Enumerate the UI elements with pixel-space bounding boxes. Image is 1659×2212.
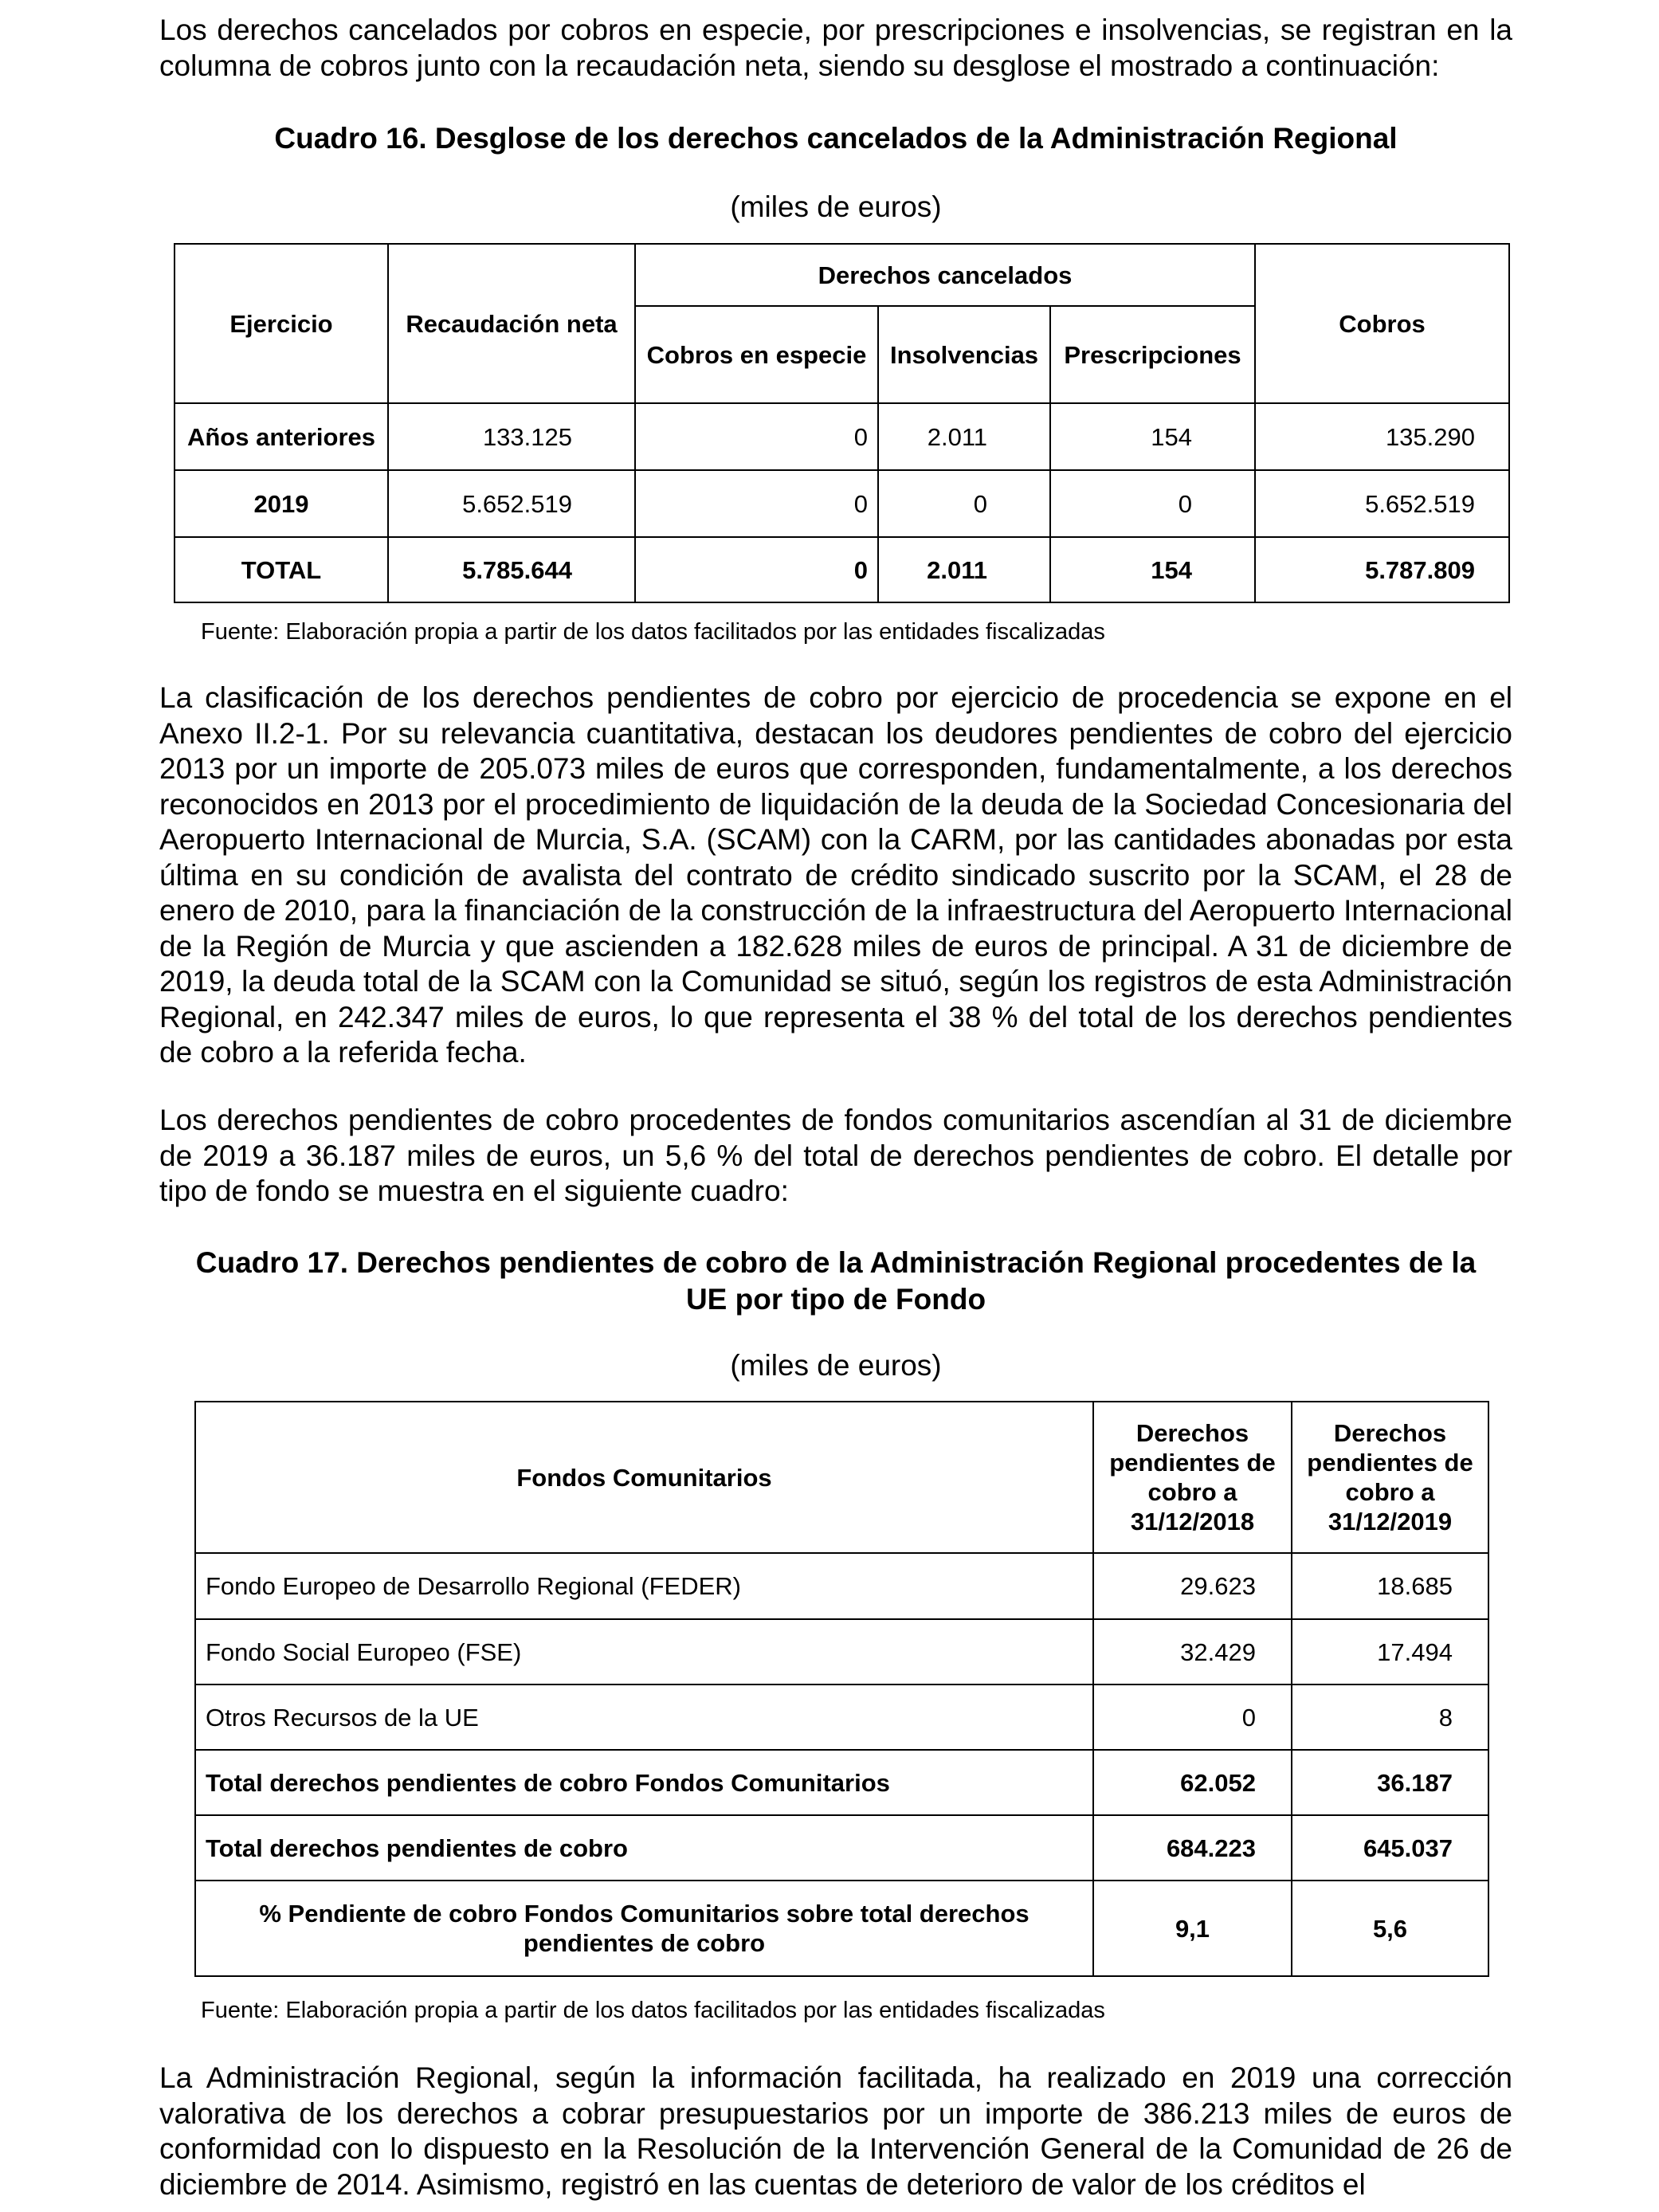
table17-source: Fuente: Elaboración propia a partir de los datos facilitados por las entidades fiscalizadas bbox=[201, 1998, 1105, 2023]
cell-value: 29.623 bbox=[1093, 1553, 1292, 1619]
cell-value: 154 bbox=[1050, 403, 1255, 470]
cell-value: 9,1 bbox=[1093, 1881, 1292, 1976]
cell-value: 0 bbox=[635, 403, 878, 470]
cell-value: 18.685 bbox=[1292, 1553, 1488, 1619]
header-cobros-especie: Cobros en especie bbox=[635, 306, 878, 403]
row-label: Años anteriores bbox=[175, 403, 388, 470]
table-row bbox=[195, 1553, 1488, 1619]
cell-value: 154 bbox=[1050, 537, 1255, 602]
paragraph-clasificacion: La clasificación de los derechos pendientes de cobro por ejercicio de procedencia se expone en el Anexo II.2-1. Por su relevancia cuantitativa, destacan los deudores pendientes de cobro del ejercicio 2013 por un importe de 205.073 miles de euros que corresponden, fundamentalmente, a los derechos reconocidos en 2013 por el procedimiento de liquidación de la deuda de la Sociedad Concesionaria del Aeropuerto Internacional de Murcia, S.A. (SCAM) con la CARM, por las cantidades abonadas por esta última en su condición de avalista del contrato de crédito sindicado suscrito por la SCAM, el 28 de enero de 2010, para la financiación de la construcción de la infraestructura del Aeropuerto Internacional de la Región de Murcia y que ascienden a 182.628 miles de euros de principal. A 31 de diciembre de 2019, la deuda total de la SCAM con la Comunidad se situó, según los registros de esta Administración Regional, en 242.347 miles de euros, lo que representa el 38 % del total de los derechos pendientes de cobro a la referida fecha. bbox=[159, 681, 1512, 1069]
table17 bbox=[194, 1401, 1489, 1977]
table17-caption-line2: UE por tipo de Fondo bbox=[685, 1283, 986, 1316]
row-label: Fondo Social Europeo (FSE) bbox=[195, 1619, 1093, 1684]
cell-value: 62.052 bbox=[1093, 1750, 1292, 1815]
cell-value: 2.011 bbox=[878, 403, 1050, 470]
row-label: Total derechos pendientes de cobro bbox=[195, 1815, 1093, 1881]
cell-value: 0 bbox=[635, 470, 878, 537]
cell-value: 17.494 bbox=[1292, 1619, 1488, 1684]
row-label: TOTAL bbox=[175, 537, 388, 602]
table-row bbox=[195, 1619, 1488, 1684]
table-row-total bbox=[195, 1750, 1488, 1815]
cell-value: 5,6 bbox=[1292, 1881, 1488, 1976]
table-row-total bbox=[175, 537, 1509, 602]
header-cobros: Cobros bbox=[1255, 244, 1509, 403]
paragraph-derechos-cancelados: Los derechos cancelados por cobros en especie, por prescripciones e insolvencias, se registran en la columna de cobros junto con la recaudación neta, siendo su desglose el mostrado a continuación: bbox=[159, 14, 1512, 82]
cell-value: 5.785.644 bbox=[388, 537, 635, 602]
cell-value: 0 bbox=[1050, 470, 1255, 537]
table-row-total bbox=[195, 1815, 1488, 1881]
paragraph-fondos-comunitarios: Los derechos pendientes de cobro procedentes de fondos comunitarios ascendían al 31 de diciembre de 2019 a 36.187 miles de euros, un 5,6 % del total de derechos pendientes de cobro. El detalle por tipo de fondo se muestra en el siguiente cuadro: bbox=[159, 1104, 1512, 1207]
table-row-percentage bbox=[195, 1881, 1488, 1976]
table16-units: (miles de euros) bbox=[730, 190, 942, 223]
header-pendientes-2018: Derechos pendientes de cobro a 31/12/2018 bbox=[1093, 1402, 1292, 1553]
cell-value: 8 bbox=[1292, 1684, 1488, 1750]
table16-caption: Cuadro 16. Desglose de los derechos cancelados de la Administración Regional bbox=[274, 122, 1398, 155]
row-label: % Pendiente de cobro Fondos Comunitarios sobre total derechos pendientes de cobro bbox=[195, 1881, 1093, 1976]
cell-value: 36.187 bbox=[1292, 1750, 1488, 1815]
cell-value: 0 bbox=[1093, 1684, 1292, 1750]
row-label: Total derechos pendientes de cobro Fondos Comunitarios bbox=[195, 1750, 1093, 1815]
cell-value: 645.037 bbox=[1292, 1815, 1488, 1881]
header-prescripciones: Prescripciones bbox=[1050, 306, 1255, 403]
cell-value: 2.011 bbox=[878, 537, 1050, 602]
table-row bbox=[175, 470, 1509, 537]
cell-value: 0 bbox=[635, 537, 878, 602]
cell-value: 5.652.519 bbox=[1255, 470, 1509, 537]
table-row bbox=[195, 1684, 1488, 1750]
table16-source: Fuente: Elaboración propia a partir de los datos facilitados por las entidades fiscalizadas bbox=[201, 619, 1105, 645]
table16 bbox=[174, 243, 1510, 603]
table-row bbox=[175, 403, 1509, 470]
paragraph-correccion-valorativa: La Administración Regional, según la información facilitada, ha realizado en 2019 una corrección valorativa de los derechos a cobrar presupuestarios por un importe de 386.213 miles de euros de conformidad con lo dispuesto en la Resolución de la Intervención General de la Comunidad de 26 de diciembre de 2014. Asimismo, registró en las cuentas de deterioro de valor de los créditos el bbox=[159, 2061, 1512, 2201]
cell-value: 5.787.809 bbox=[1255, 537, 1509, 602]
header-derechos-cancelados: Derechos cancelados bbox=[635, 244, 1255, 306]
header-fondos-comunitarios: Fondos Comunitarios bbox=[195, 1402, 1093, 1553]
row-label: Otros Recursos de la UE bbox=[195, 1684, 1093, 1750]
table17-units: (miles de euros) bbox=[730, 1349, 942, 1382]
cell-value: 135.290 bbox=[1255, 403, 1509, 470]
row-label: Fondo Europeo de Desarrollo Regional (FEDER) bbox=[195, 1553, 1093, 1619]
cell-value: 5.652.519 bbox=[388, 470, 635, 537]
header-insolvencias: Insolvencias bbox=[878, 306, 1050, 403]
cell-value: 0 bbox=[878, 470, 1050, 537]
cell-value: 32.429 bbox=[1093, 1619, 1292, 1684]
header-recaudacion-neta: Recaudación neta bbox=[388, 244, 635, 403]
cell-value: 684.223 bbox=[1093, 1815, 1292, 1881]
row-label: 2019 bbox=[175, 470, 388, 537]
cell-value: 133.125 bbox=[388, 403, 635, 470]
header-pendientes-2019: Derechos pendientes de cobro a 31/12/2019 bbox=[1292, 1402, 1488, 1553]
header-ejercicio: Ejercicio bbox=[175, 244, 388, 403]
table17-caption-line1: Cuadro 17. Derechos pendientes de cobro de la Administración Regional procedentes de la bbox=[195, 1246, 1477, 1279]
